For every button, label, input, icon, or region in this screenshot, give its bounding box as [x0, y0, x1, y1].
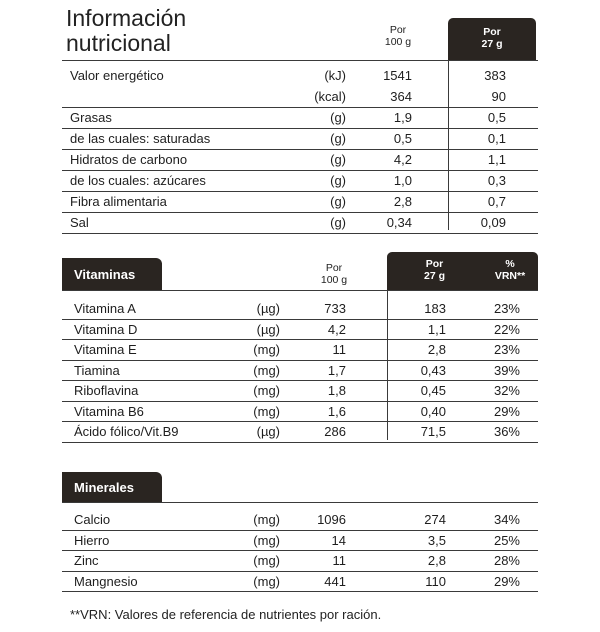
nutrition-serving-cell: 383 — [484, 68, 506, 83]
minerals-unit-cell: (mg) — [253, 532, 280, 548]
vitamins-unit-cell: (mg) — [253, 362, 280, 378]
vitamins-serving-header — [387, 252, 538, 290]
vitamins-per100-cell: 733 — [324, 301, 346, 316]
minerals-serving-cell: 2,8 — [427, 553, 446, 568]
nutrition-serving-cell: 90 — [491, 89, 506, 104]
vitamins-name-cell: Riboflavina — [74, 383, 139, 398]
vitamins-row — [0, 422, 600, 442]
nutrition-serving-cell: 0,3 — [487, 173, 506, 188]
nutrition-name-cell: Hidratos de carbono — [70, 152, 188, 167]
vitamins-per100-header-line1: Por — [325, 262, 343, 274]
vitamins-serving-header-line1: Por — [425, 258, 444, 270]
nutrition-serving-cell: 0,7 — [487, 194, 506, 209]
vitamins-serving-cell: 71,5 — [420, 424, 446, 439]
minerals-row — [0, 572, 600, 592]
minerals-row-rule — [62, 591, 538, 592]
minerals-unit-cell: (mg) — [253, 512, 280, 527]
nutrition-per100-cell: 4,2 — [393, 152, 412, 167]
minerals-tab — [62, 472, 162, 502]
minerals-unit-cell: (mg) — [253, 553, 280, 568]
nutrition-per100-header-line2: 100 g — [384, 36, 412, 48]
nutrition-per100-cell: 1541 — [383, 68, 412, 83]
vitamins-row — [0, 361, 600, 381]
vitamins-title: Vitaminas — [74, 266, 136, 282]
vitamins-per100-cell: 4,2 — [327, 321, 346, 337]
vitamins-vrn-cell: 29% — [493, 403, 520, 419]
minerals-per100-cell: 1096 — [317, 512, 346, 527]
nutrition-top-rule — [62, 60, 538, 61]
nutrition-unit-cell: (g) — [330, 215, 346, 230]
nutrition-row — [0, 213, 600, 233]
minerals-name-cell: Zinc — [74, 553, 99, 568]
nutrition-per100-cell: 364 — [390, 89, 412, 104]
nutrition-name-cell: Grasas — [70, 110, 112, 125]
minerals-serving-cell: 274 — [424, 512, 446, 527]
nutrition-per100-header-line1: Por — [389, 24, 407, 36]
nutrition-per100-cell: 2,8 — [393, 194, 412, 209]
vitamins-vrn-cell: 22% — [493, 321, 520, 337]
vitamins-unit-cell: (mg) — [253, 383, 280, 398]
minerals-per100-cell: 11 — [332, 553, 346, 568]
vitamins-unit-cell: (µg) — [256, 321, 280, 337]
vitamins-serving-cell: 183 — [424, 301, 446, 316]
nutrition-per100-cell: 1,9 — [393, 110, 412, 125]
nutrition-row — [0, 171, 600, 191]
vitamins-unit-cell: (µg) — [256, 424, 280, 439]
nutrition-row — [0, 192, 600, 212]
minerals-serving-cell: 110 — [425, 573, 446, 589]
minerals-row — [0, 531, 600, 551]
nutrition-row — [0, 66, 600, 86]
nutrition-serving-cell: 0,09 — [480, 215, 506, 230]
vitamins-per100-cell: 286 — [324, 424, 346, 439]
vitamins-serving-cell: 0,40 — [420, 403, 446, 419]
nutrition-serving-header-line2: 27 g — [481, 38, 503, 50]
nutrition-row — [0, 150, 600, 170]
minerals-name-cell: Mangnesio — [74, 573, 138, 589]
nutrition-row — [0, 87, 600, 107]
vitamins-row — [0, 402, 600, 422]
minerals-per100-cell: 441 — [324, 573, 346, 589]
nutrition-row-rule — [62, 233, 538, 234]
nutrition-per100-cell: 1,0 — [393, 173, 412, 188]
vitamins-row-rule — [62, 442, 538, 443]
nutrition-serving-cell: 0,1 — [487, 131, 506, 146]
minerals-vrn-cell: 34% — [493, 512, 520, 527]
nutrition-name-cell: Sal — [70, 215, 89, 230]
nutrition-unit-cell: (g) — [330, 110, 346, 125]
vitamins-per100-header-line2: 100 g — [320, 274, 348, 286]
vitamins-top-rule — [62, 290, 538, 291]
nutrition-unit-cell: (kJ) — [324, 68, 346, 83]
nutrition-unit-cell: (g) — [330, 152, 346, 167]
vitamins-serving-cell: 0,45 — [420, 383, 446, 398]
vitamins-vrn-cell: 23% — [493, 342, 520, 357]
minerals-per100-cell: 14 — [331, 532, 346, 548]
vitamins-row — [0, 320, 600, 340]
vitamins-unit-cell: (mg) — [253, 342, 280, 357]
vitamins-vrn-cell: 23% — [493, 301, 520, 316]
vitamins-name-cell: Vitamina E — [74, 342, 137, 357]
minerals-row — [0, 551, 600, 571]
nutrition-serving-header — [448, 18, 536, 60]
vitamins-per100-cell: 11 — [332, 342, 346, 357]
minerals-unit-cell: (mg) — [253, 573, 280, 589]
vitamins-per100-header — [308, 262, 360, 286]
nutrition-serving-cell: 1,1 — [487, 152, 506, 167]
vitamins-serving-cell: 2,8 — [427, 342, 446, 357]
vitamins-vrn-cell: 39% — [493, 362, 520, 378]
vitamins-row — [0, 381, 600, 401]
minerals-vrn-cell: 25% — [493, 532, 520, 548]
vitamins-serving-cell: 1,1 — [427, 321, 446, 337]
vitamins-name-cell: Vitamina A — [74, 301, 136, 316]
vitamins-vrn-header-line1: % — [505, 258, 515, 270]
vitamins-row — [0, 340, 600, 360]
vitamins-name-cell: Ácido fólico/Vit.B9 — [74, 424, 179, 439]
vitamins-vrn-cell: 32% — [493, 383, 520, 398]
vrn-footnote: **VRN: Valores de referencia de nutrientes por ración. — [70, 607, 382, 622]
vitamins-serving-header-line2: 27 g — [423, 270, 445, 282]
nutrition-serving-header-line1: Por — [483, 26, 501, 38]
minerals-title: Minerales — [74, 479, 134, 495]
minerals-vrn-cell: 29% — [493, 573, 520, 589]
nutrition-name-cell: de las cuales: saturadas — [70, 131, 211, 146]
minerals-name-cell: Hierro — [74, 532, 110, 548]
nutrition-per100-cell: 0,34 — [386, 215, 412, 230]
vitamins-unit-cell: (µg) — [256, 301, 280, 316]
nutrition-unit-cell: (kcal) — [314, 89, 346, 104]
minerals-row — [0, 510, 600, 530]
vitamins-tab — [62, 258, 162, 290]
minerals-serving-cell: 3,5 — [427, 532, 446, 548]
nutrition-row — [0, 108, 600, 128]
nutrition-title — [66, 6, 186, 56]
vitamins-per100-cell: 1,8 — [327, 383, 346, 398]
nutrition-unit-cell: (g) — [330, 194, 346, 209]
vitamins-name-cell: Vitamina D — [74, 321, 138, 337]
nutrition-name-cell: Valor energético — [70, 68, 164, 83]
vitamins-per100-cell: 1,6 — [327, 403, 346, 419]
nutrition-title-line1: Información — [66, 5, 187, 31]
vitamins-name-cell: Tiamina — [74, 362, 120, 378]
nutrition-serving-cell: 0,5 — [487, 110, 506, 125]
nutrition-per100-header — [372, 24, 424, 48]
vitamins-serving-cell: 0,43 — [420, 362, 446, 378]
nutrition-unit-cell: (g) — [330, 131, 346, 146]
nutrition-name-cell: Fibra alimentaria — [70, 194, 167, 209]
vitamins-per100-cell: 1,7 — [327, 362, 346, 378]
minerals-top-rule — [62, 502, 538, 503]
nutrition-per100-cell: 0,5 — [393, 131, 412, 146]
minerals-name-cell: Calcio — [74, 512, 111, 527]
nutrition-name-cell: de los cuales: azúcares — [70, 173, 206, 188]
nutrition-unit-cell: (g) — [330, 173, 346, 188]
vitamins-name-cell: Vitamina B6 — [74, 403, 144, 419]
nutrition-row — [0, 129, 600, 149]
vitamins-vrn-header-line2: VRN** — [494, 270, 526, 282]
nutrition-title-line2: nutricional — [66, 30, 171, 56]
minerals-vrn-cell: 28% — [493, 553, 520, 568]
vitamins-row — [0, 299, 600, 319]
vitamins-unit-cell: (mg) — [253, 403, 280, 419]
vitamins-vrn-cell: 36% — [493, 424, 520, 439]
